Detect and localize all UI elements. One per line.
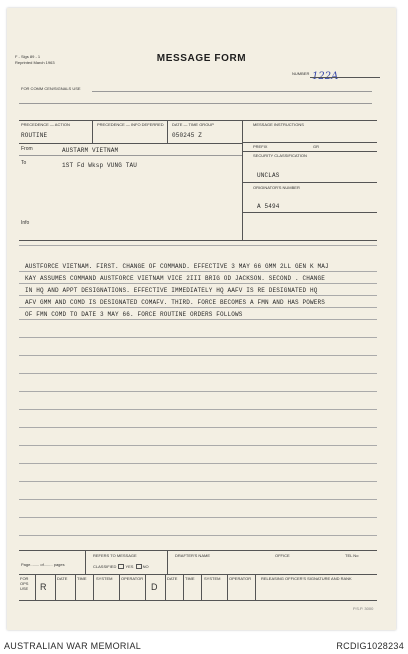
gr-label: GR: [313, 144, 319, 149]
date-label-2: DATE: [167, 576, 178, 581]
divider-drafter: [167, 550, 168, 574]
rule-line: [19, 355, 377, 356]
ops-div-7: [165, 574, 166, 600]
prefix-bottom: [242, 151, 377, 152]
dtg-value: 050245 Z: [172, 132, 203, 139]
form-title: MESSAGE FORM: [156, 53, 247, 64]
rule-line: [19, 391, 377, 392]
ops-div-9: [201, 574, 202, 600]
from-line: [19, 155, 242, 156]
time-label-1: TIME: [77, 576, 87, 581]
yes-checkbox[interactable]: [118, 564, 124, 569]
footer-catalog-id: RCDIG1028234: [336, 641, 404, 651]
security-classification-label: SECURITY CLASSIFICATION: [253, 153, 307, 158]
number-value: 122A: [312, 71, 339, 82]
rule-line: [19, 319, 377, 320]
system-label-1: SYSTEM: [96, 576, 113, 581]
info-label: Info: [21, 220, 30, 226]
page-count: Page........ of........ pages: [21, 562, 65, 567]
rule-line: [19, 373, 377, 374]
ops-div-8: [183, 574, 184, 600]
to-value: 1ST Fd Wksp VUNG TAU: [62, 162, 138, 169]
precedence-info-label: PRECEDENCE — INFO DEFERRED: [97, 122, 164, 127]
refers-to-message-label: REFERS TO MESSAGE: [93, 553, 137, 558]
rule-line: [19, 499, 377, 500]
no-checkbox[interactable]: [136, 564, 142, 569]
message-line-4: AFV GMM AND COMD IS DESIGNATED COMAFV. THIRD. FORCE BECOMES A FMN AND HAS POWERS: [25, 299, 326, 306]
rule-line: [19, 427, 377, 428]
divider-instructions: [242, 120, 243, 240]
comm-cen-label: FOR COMM CEN/SIGNALS USE: [21, 86, 81, 91]
originator-number-value: A 5494: [257, 203, 280, 210]
ops-div-6: [145, 574, 146, 600]
ops-div-4: [93, 574, 94, 600]
top-box-border: [19, 120, 377, 121]
bottom-section-top: [19, 550, 377, 551]
message-line-5: OF FMN COMD TO DATE 3 MAY 66. FORCE ROUTINE ORDERS FOLLOWS: [25, 311, 243, 318]
rule-line: [19, 409, 377, 410]
ops-div-11: [255, 574, 256, 600]
instructions-bottom: [242, 142, 377, 143]
comm-cen-line-1: [92, 91, 372, 92]
of-label: of: [40, 562, 44, 567]
rule-line: [19, 535, 377, 536]
rule-line: [19, 245, 377, 246]
page-label: Page: [21, 562, 31, 567]
ops-div-3: [75, 574, 76, 600]
classified-field: [93, 564, 149, 569]
rule-line: [19, 295, 377, 296]
ops-row-bottom: [19, 600, 377, 601]
message-line-3: IN HQ AND APPT DESIGNATIONS. EFFECTIVE IMMEDIATELY HQ AAFV IS RE DESIGNATED HQ: [25, 287, 318, 294]
from-label: From: [21, 146, 33, 152]
rule-line: [19, 481, 377, 482]
system-label-2: SYSTEM: [204, 576, 221, 581]
rule-line: [19, 445, 377, 446]
tel-no-label: TEL No: [345, 553, 359, 558]
header-section-bottom: [19, 240, 377, 241]
yes-label: YES: [125, 564, 134, 569]
message-form-paper: [7, 8, 396, 630]
reprinted-note: Reprinted March 1963: [15, 60, 55, 65]
message-line-1: AUSTFORCE VIETNAM. FIRST. CHANGE OF COMMAND. EFFECTIVE 3 MAY 66 GMM 2LL GEN K MAJ: [25, 263, 329, 270]
to-label: To: [21, 160, 27, 166]
rule-line: [19, 271, 377, 272]
ops-div-1: [35, 574, 36, 600]
rule-line: [19, 307, 377, 308]
operator-label-1: OPERATOR: [121, 576, 144, 581]
form-code: F - Sigs 89 - 1: [15, 54, 41, 59]
precedence-action-value: ROUTINE: [21, 132, 48, 139]
rule-line: [19, 463, 377, 464]
classified-label: CLASSIFIED: [93, 564, 117, 569]
dtg-label: DATE — TIME GROUP: [172, 122, 214, 127]
ops-div-5: [119, 574, 120, 600]
ops-div-10: [227, 574, 228, 600]
for-ops-use-label: FOR OPS USE: [20, 576, 29, 591]
originator-number-label: ORIGINATOR'S NUMBER: [253, 185, 300, 190]
footer-archive-name: AUSTRALIAN WAR MEMORIAL: [4, 641, 142, 651]
print-code: P.S.P. 3000: [353, 606, 374, 611]
pages-label: pages: [53, 562, 65, 567]
security-classification-value: UNCLAS: [257, 172, 280, 179]
ops-div-2: [55, 574, 56, 600]
message-line-2: KAY ASSUMES COMMAND AUSTFORCE VIETNAM VICE 2III BRIG OD JACKSON. SECOND . CHANGE: [25, 275, 326, 282]
d-letter: D: [151, 582, 158, 592]
prefix-label: PREFIX: [253, 144, 268, 149]
operator-label-2: OPERATOR: [229, 576, 252, 581]
drafter-name-label: DRAFTER'S NAME: [175, 553, 210, 558]
from-value: AUSTARM VIETNAM: [62, 147, 119, 154]
prec-row-bottom: [19, 143, 242, 144]
message-instructions-label: MESSAGE INSTRUCTIONS: [253, 122, 304, 127]
security-bottom: [242, 182, 377, 183]
date-label-1: DATE: [57, 576, 68, 581]
rule-line: [19, 283, 377, 284]
rule-line: [19, 337, 377, 338]
number-underline: [310, 77, 380, 78]
time-label-2: TIME: [185, 576, 195, 581]
divider-prec: [92, 120, 93, 144]
comm-cen-line-2: [19, 103, 372, 104]
no-label: NO: [142, 564, 149, 569]
precedence-action-label: PRECEDENCE — ACTION: [21, 122, 70, 127]
rule-line: [19, 517, 377, 518]
number-label: NUMBER: [292, 71, 310, 76]
ops-row-top: [19, 574, 377, 575]
divider-dtg: [167, 120, 168, 144]
divider-refers: [85, 550, 86, 574]
originator-bottom: [242, 212, 377, 213]
r-letter: R: [40, 582, 47, 592]
office-label: OFFICE: [275, 553, 290, 558]
releasing-officer-label: RELEASING OFFICER'S SIGNATURE AND RANK: [261, 576, 352, 581]
